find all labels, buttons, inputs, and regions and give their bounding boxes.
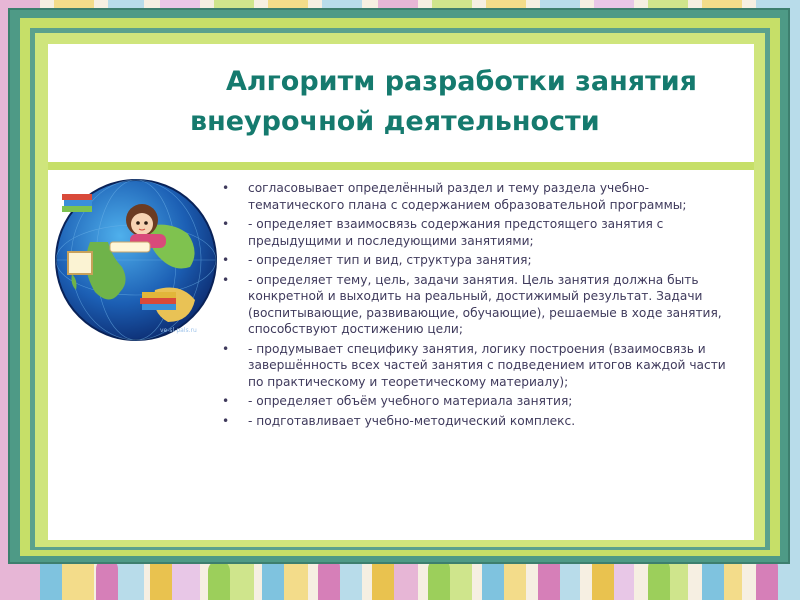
list-item: • - продумывает специфику занятия, логику построения (взаимосвязь и завершённость всех частей занятия с подведением итогов каждой части по практическому и теоретическому материалу);: [222, 341, 726, 389]
slide-title: [48, 62, 754, 142]
list-item: • - определяет взаимосвязь содержания предстоящего занятия с предыдущими и последующими занятиями;: [222, 217, 664, 248]
algorithm-steps-list: [222, 180, 742, 432]
bullet-icon: •: [222, 272, 230, 287]
bullet-icon: •: [222, 217, 230, 231]
list-item: • - определяет тему, цель, задачи занятия. Цель занятия должна быть конкретной и выходить на реальный, достижимый результат. Задачи (воспитывающие, развивающие, обучающие), решаемые в ходе занятия, способствуют достижению цели;: [222, 272, 722, 336]
bullet-icon: •: [222, 181, 230, 195]
list-item: • - определяет тип и вид, структура занятия;: [222, 253, 532, 267]
list-item: • - определяет объём учебного материала занятия;: [222, 394, 573, 408]
list-item: • согласовывает определённый раздел и тему раздела учебно-тематического плана с содержанием образовательной программы;: [222, 181, 687, 212]
list-item: • - подготавливает учебно-методический комплекс.: [222, 413, 576, 428]
bullet-icon: •: [222, 253, 230, 267]
globe-girl-reading-icon: [50, 172, 222, 344]
bullet-icon: •: [222, 413, 230, 428]
image-watermark: ve-sl-pals.ru: [160, 327, 197, 334]
title-line-1: Алгоритм разработки занятия: [226, 66, 697, 97]
bullet-icon: •: [222, 341, 230, 356]
separator-bar: [48, 162, 754, 170]
bullet-icon: •: [222, 394, 230, 408]
title-line-2: внеурочной деятельности: [190, 106, 600, 137]
